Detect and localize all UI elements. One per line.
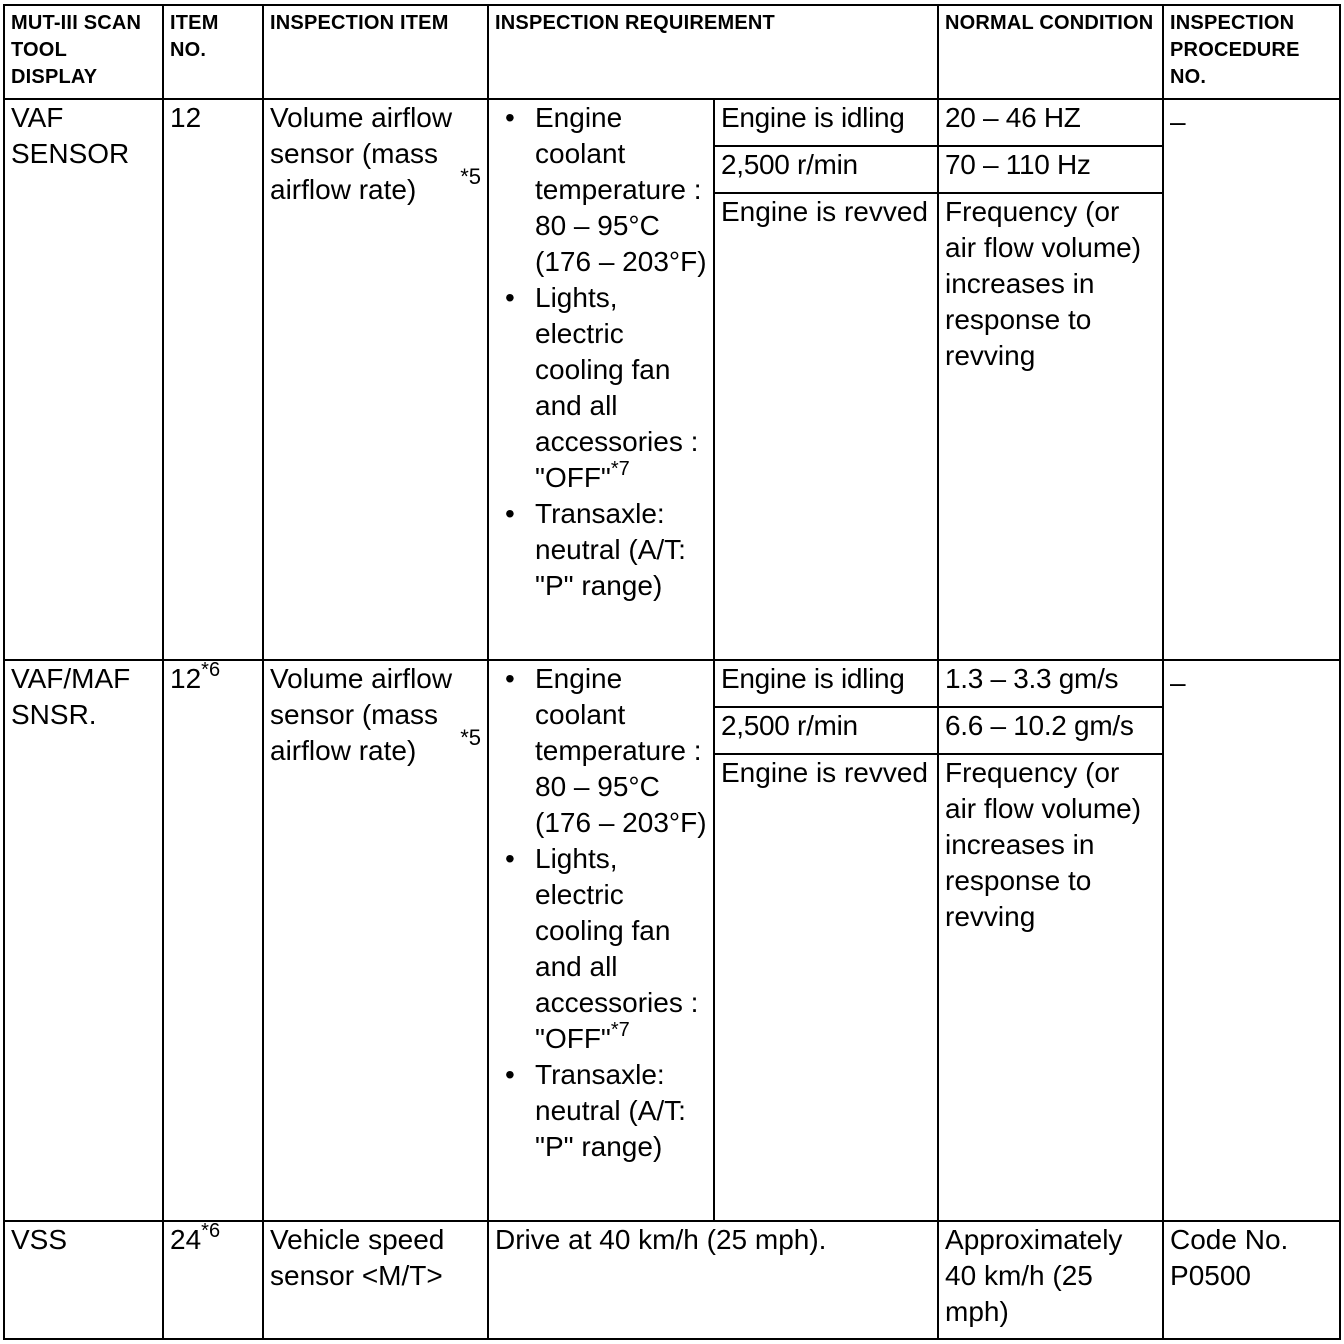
- footnote-ref: *6: [201, 1220, 221, 1242]
- item-no: 24: [170, 1224, 202, 1255]
- display-cell: VSS: [4, 1221, 163, 1339]
- inspection-item-cell: Vehicle speed sensor <M/T>: [263, 1221, 488, 1339]
- inspection-item-text: Volume airflow sensor (mass airflow rate): [270, 663, 453, 766]
- header-display: MUT-III SCAN TOOL DISPLAY: [4, 5, 163, 99]
- header-row: [4, 5, 1340, 99]
- footnote-ref: *7: [610, 1019, 630, 1041]
- list-item: • Lights, electric cooling fan and all accessories : "OFF"$^{*7}$: [505, 282, 699, 493]
- procedure-cell: –: [1163, 660, 1340, 1221]
- item-no: 12: [170, 663, 202, 694]
- bullet-icon: •: [505, 1059, 515, 1090]
- item-no-cell: [163, 1221, 263, 1339]
- procedure-cell: –: [1163, 99, 1340, 660]
- inspection-table: [3, 4, 1341, 1340]
- item-no: 12: [170, 102, 202, 133]
- bullet-icon: •: [505, 102, 515, 133]
- table-row: [4, 660, 1340, 707]
- bullet-icon: •: [505, 498, 515, 529]
- condition-cell: Engine is idling: [714, 660, 938, 707]
- bullet-icon: •: [505, 282, 515, 313]
- normal-condition-cell: Approximately 40 km/h (25 mph): [938, 1221, 1163, 1339]
- normal-condition-cell: 20 – 46 HZ: [938, 99, 1163, 146]
- condition-cell: 2,500 r/min: [714, 707, 938, 754]
- requirement-cell: [488, 99, 714, 660]
- header-item-no: ITEM NO.: [163, 5, 263, 99]
- inspection-item-cell: [263, 660, 488, 1221]
- footnote-ref: *6: [201, 659, 221, 681]
- requirement-cell: Drive at 40 km/h (25 mph).: [488, 1221, 938, 1339]
- list-item: • Lights, electric cooling fan and all accessories : "OFF"$^{*7}$: [505, 843, 699, 1054]
- item-no-cell: [163, 660, 263, 1221]
- inspection-item-cell: [263, 99, 488, 660]
- requirement-list: [495, 661, 707, 1165]
- bullet-icon: •: [505, 843, 515, 874]
- normal-condition-cell: Frequency (or air flow volume) increases in response to revving: [938, 193, 1163, 660]
- condition-cell: 2,500 r/min: [714, 146, 938, 193]
- header-normal-condition: NORMAL CONDITION: [938, 5, 1163, 99]
- list-item: • Transaxle: neutral (A/T: "P" range): [505, 1059, 686, 1162]
- requirement-cell: [488, 660, 714, 1221]
- normal-condition-cell: Frequency (or air flow volume) increases in response to revving: [938, 754, 1163, 1221]
- list-item: • Engine coolant temperature : 80 – 95°C (176 – 203°F): [505, 102, 707, 277]
- procedure-cell: Code No. P0500: [1163, 1221, 1340, 1339]
- footnote-ref: *7: [610, 458, 630, 480]
- item-no-cell: [163, 99, 263, 660]
- condition-cell: Engine is idling: [714, 99, 938, 146]
- list-item: • Transaxle: neutral (A/T: "P" range): [505, 498, 686, 601]
- display-cell: VAF SENSOR: [4, 99, 163, 660]
- inspection-item-text: Volume airflow sensor (mass airflow rate): [270, 102, 453, 205]
- table-row: [4, 1221, 1340, 1339]
- footnote-ref: *5: [460, 164, 481, 189]
- display-cell: VAF/MAF SNSR.: [4, 660, 163, 1221]
- footnote-ref: *5: [460, 725, 481, 750]
- condition-cell: Engine is revved: [714, 754, 938, 1221]
- header-inspection-item: INSPECTION ITEM: [263, 5, 488, 99]
- header-procedure: INSPECTION PROCEDURE NO.: [1163, 5, 1340, 99]
- bullet-icon: •: [505, 663, 515, 694]
- header-requirement: INSPECTION REQUIREMENT: [488, 5, 938, 99]
- table-row: [4, 99, 1340, 146]
- normal-condition-cell: 70 – 110 Hz: [938, 146, 1163, 193]
- condition-cell: Engine is revved: [714, 193, 938, 660]
- list-item: • Engine coolant temperature : 80 – 95°C (176 – 203°F): [505, 663, 707, 838]
- requirement-list: [495, 100, 707, 604]
- normal-condition-cell: 1.3 – 3.3 gm/s: [938, 660, 1163, 707]
- normal-condition-cell: 6.6 – 10.2 gm/s: [938, 707, 1163, 754]
